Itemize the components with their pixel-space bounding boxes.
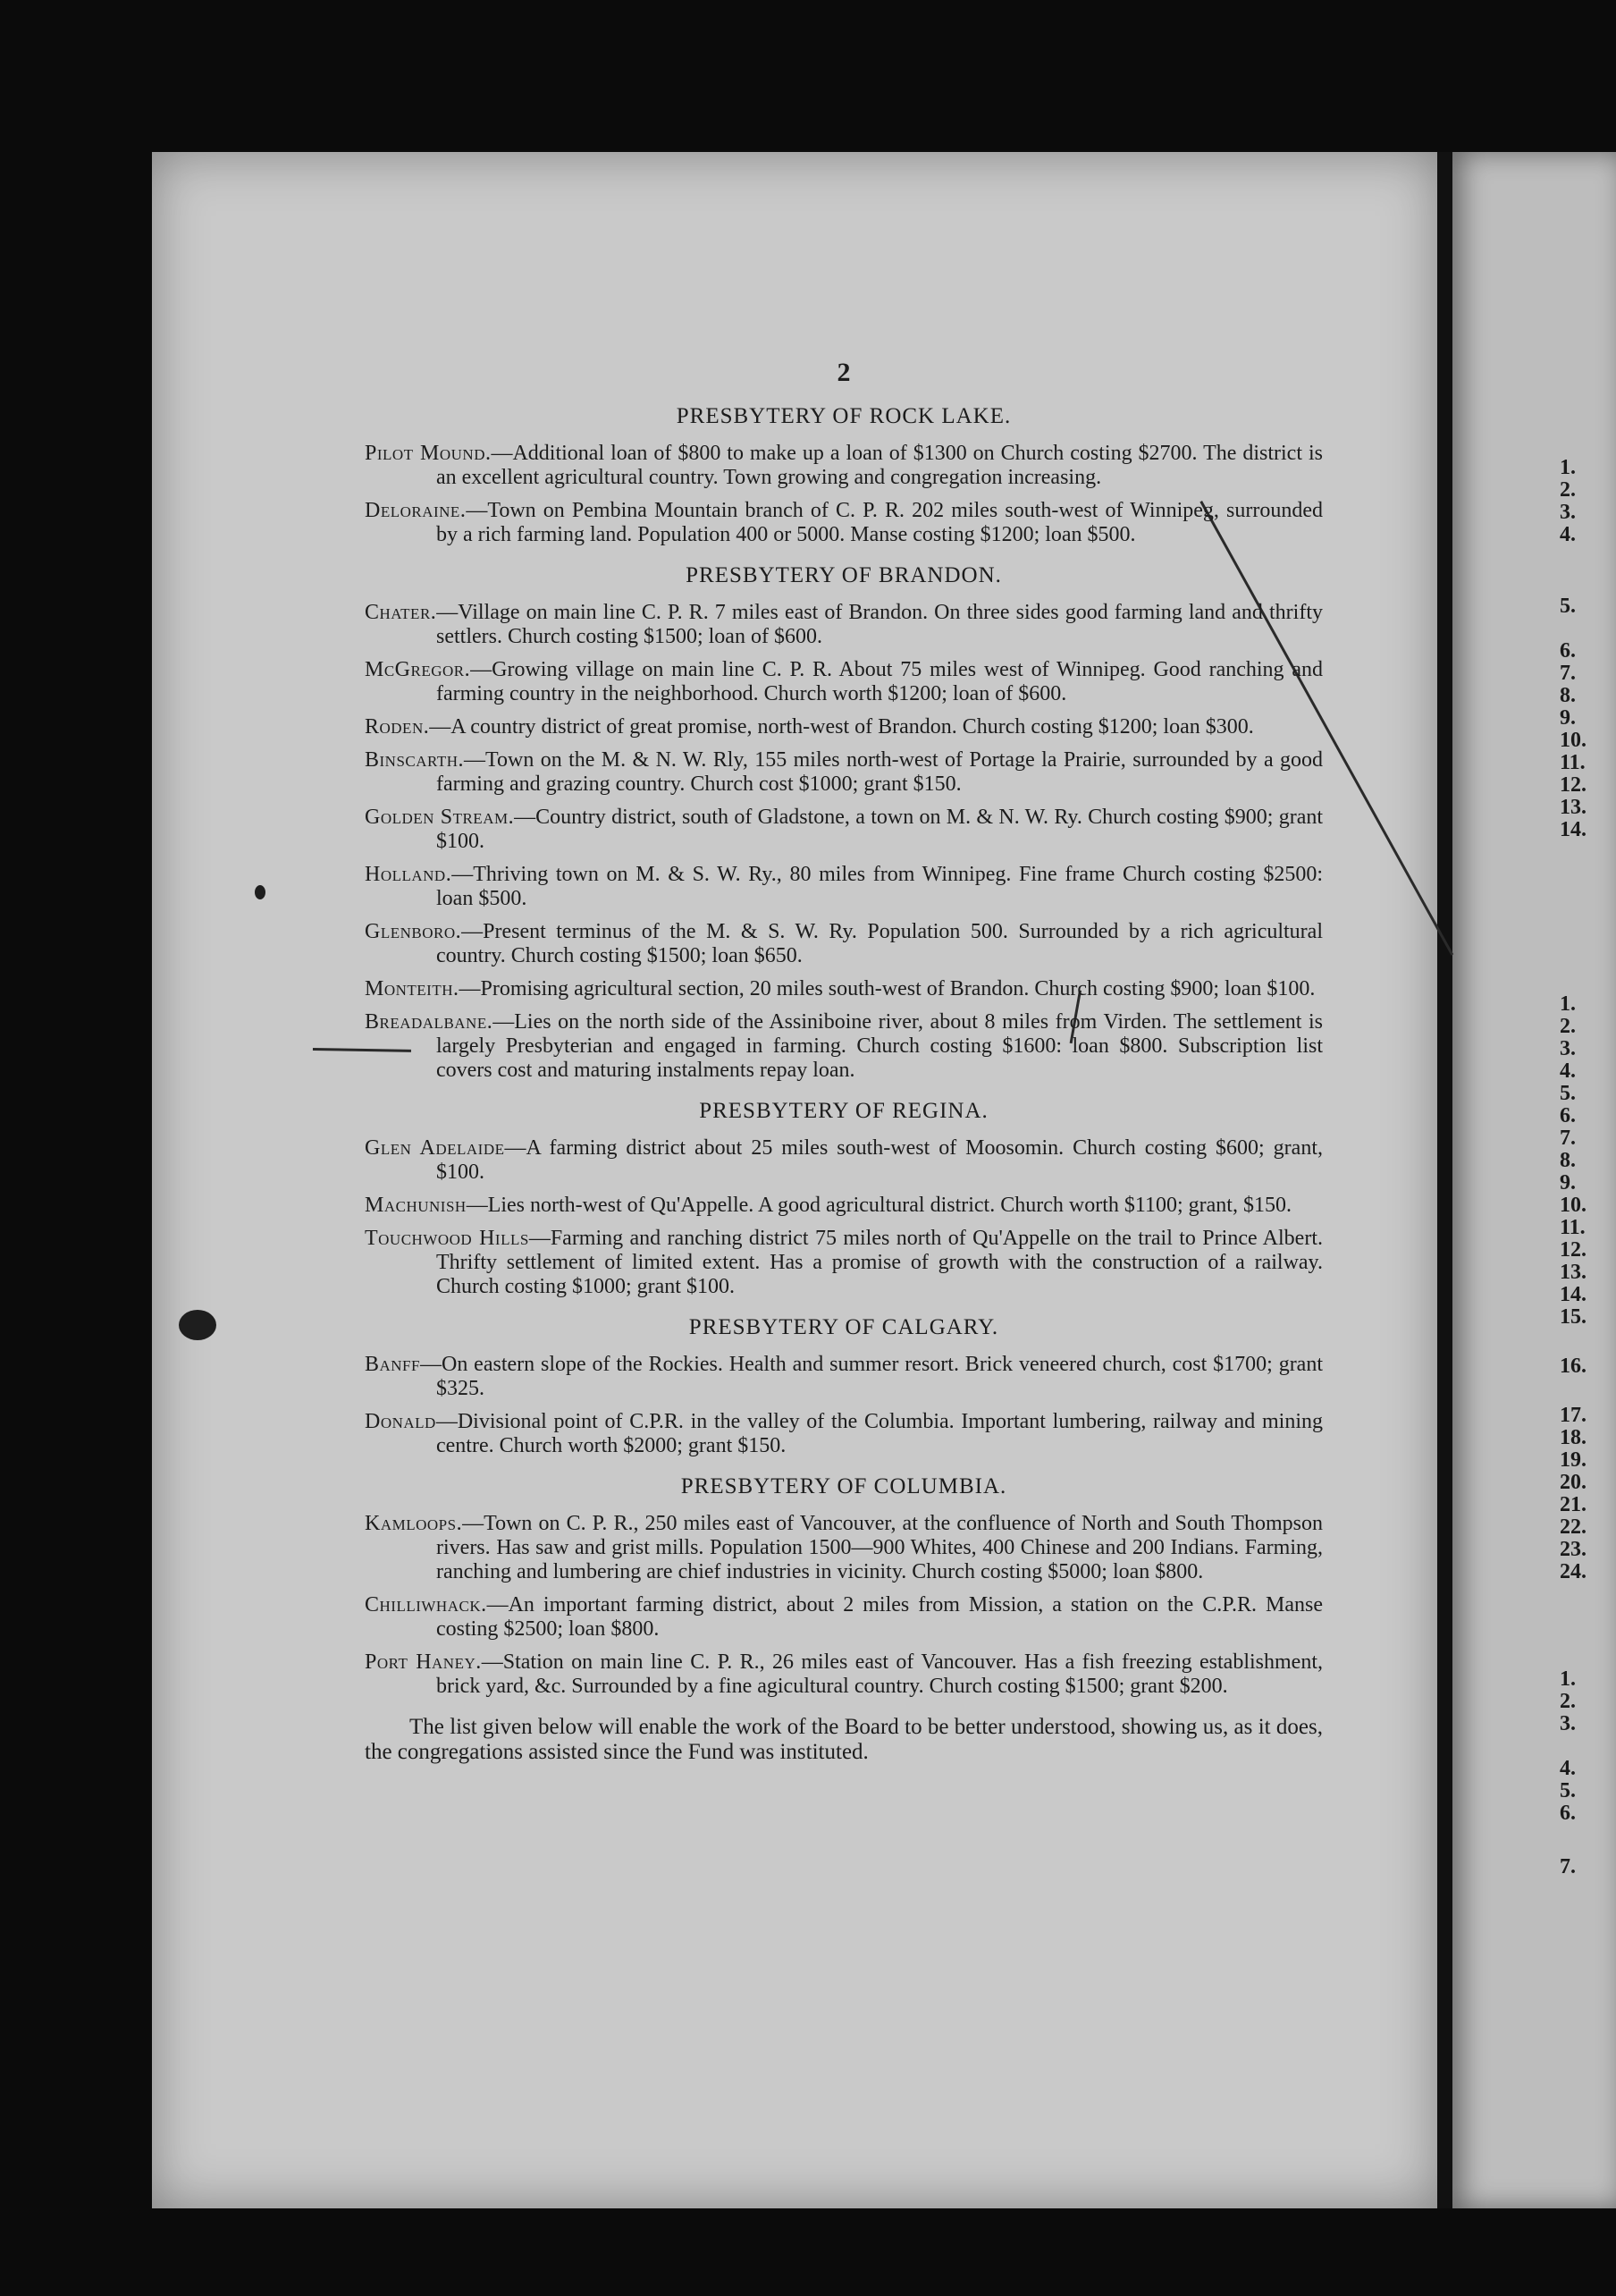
entry-paragraph [365,1650,1323,1699]
list-number: 1. [1560,456,1576,479]
list-number: 16. [1560,1355,1587,1378]
entry-paragraph [365,1512,1323,1584]
list-number: 4. [1560,1757,1576,1780]
list-number: 3. [1560,1712,1576,1735]
list-number: 4. [1560,523,1576,546]
list-number: 7. [1560,662,1576,685]
section-heading: PRESBYTERY OF BRANDON. [686,563,1002,587]
list-number: 9. [1560,1171,1576,1194]
page-number: 2 [837,358,851,387]
entry-paragraph [365,1010,1323,1083]
list-number: 20. [1560,1471,1587,1494]
list-number: 13. [1560,796,1587,819]
entry-paragraph [365,601,1323,649]
list-number: 10. [1560,729,1587,752]
entry-text: —Town on the M. & N. W. Rly, 155 miles north-west of Portage la Prairie, surrounded by a good farming and grazing country. Church cost $1000; grant $150. [436,748,1323,796]
list-number: 17. [1560,1404,1587,1427]
section-rock-lake [365,404,1323,547]
list-number: 11. [1560,751,1586,774]
entry-text: —Station on main line C. P. R., 26 miles east of Vancouver. Has a fish freezing establishment, brick yard, &c. Surrounded by a fine agicultural country. Church costing $1500; grant $200. [436,1650,1323,1698]
list-number: 4. [1560,1059,1576,1083]
closing-paragraph: The list given below will enable the work of the Board to be better understood, showing us, as it does, the congregations assisted since the Fund was instituted. [365,1715,1323,1764]
list-number: 2. [1560,478,1576,502]
ink-blot [179,1310,216,1340]
place-name: Pilot Mound. [365,442,492,465]
list-number: 14. [1560,1283,1587,1306]
list-number: 18. [1560,1426,1587,1449]
entry-text: —Additional loan of $800 to make up a loan of $1300 on Church costing $2700. The district is an excellent agricultural country. Town growing and congregation increasing. [436,442,1323,489]
place-name: Machunish [365,1194,467,1217]
list-number: 5. [1560,595,1576,618]
list-number: 7. [1560,1127,1576,1150]
list-number: 8. [1560,1149,1576,1172]
list-number: 11. [1560,1216,1586,1239]
entry-text: —Country district, south of Gladstone, a town on M. & N. W. Ry. Church costing $900; grant $100. [436,806,1324,853]
list-number: 6. [1560,1104,1576,1127]
entry-paragraph [365,1227,1323,1299]
entry-paragraph [365,1410,1323,1458]
section-heading: PRESBYTERY OF COLUMBIA. [680,1474,1007,1498]
entry-text: —Thriving town on M. & S. W. Ry., 80 miles from Winnipeg. Fine frame Church costing $2500: loan $500. [436,863,1323,910]
place-name: Breadalbane. [365,1010,493,1034]
place-name: Binscarth. [365,748,464,772]
place-name: Donald [365,1410,436,1433]
place-name: Deloraine. [365,499,467,522]
section-columbia [365,1474,1323,1699]
place-name: Glen Adelaide [365,1136,505,1160]
entry-paragraph [365,863,1323,911]
list-number: 1. [1560,992,1576,1016]
list-number: 2. [1560,1690,1576,1713]
list-number: 15. [1560,1305,1587,1329]
list-number: 19. [1560,1448,1587,1472]
entry-text: —Farming and ranching district 75 miles north of Qu'Appelle on the trail to Prince Albert. Thrifty settlement of limited extent. Has a promise of growth with the construction of a railway. Church costing $1000; grant $100. [436,1227,1323,1298]
entry-text: —Lies north-west of Qu'Appelle. A good agricultural district. Church worth $1100; grant, $150. [466,1194,1292,1217]
list-number: 8. [1560,684,1576,707]
entry-text: —A country district of great promise, north-west of Brandon. Church costing $1200; loan $300. [429,715,1254,739]
entry-text: —Divisional point of C.P.R. in the valley of the Columbia. Important lumbering, railway and mining centre. Church worth $2000; grant $150. [435,1410,1323,1457]
entry-paragraph [365,806,1323,854]
place-name: Glenboro. [365,920,462,943]
list-number: 22. [1560,1515,1587,1539]
list-number: 5. [1560,1779,1576,1802]
entry-paragraph [365,715,1323,739]
ink-blot [255,885,265,899]
entry-text: —Town on Pembina Mountain branch of C. P. R. 202 miles south-west of Winnipeg, surrounded by a rich farming land. Population 400 or 5000. Manse costing $1200; loan $500. [436,499,1323,546]
entry-text: —Present terminus of the M. & S. W. Ry. Population 500. Surrounded by a rich agricultural country. Church costing $1500; loan $650. [436,920,1323,967]
place-name: McGregor. [365,658,471,681]
section-regina [365,1099,1323,1299]
section-heading: PRESBYTERY OF CALGARY. [688,1315,999,1339]
entry-paragraph [365,1136,1323,1185]
place-name: Touchwood Hills [365,1227,529,1250]
place-name: Monteith. [365,977,459,1000]
entry-paragraph [365,977,1323,1001]
page-gutter [1437,152,1453,2208]
right-page [1452,152,1616,2208]
entry-text: —Growing village on main line C. P. R. About 75 miles west of Winnipeg. Good ranching and farming country in the neighborhood. Church worth $1200; loan of $600. [436,658,1323,705]
entry-paragraph [365,920,1323,968]
list-number: 12. [1560,773,1587,797]
list-number: 12. [1560,1238,1587,1262]
list-number: 14. [1560,818,1587,841]
section-heading: PRESBYTERY OF REGINA. [699,1099,989,1123]
list-number: 5. [1560,1082,1576,1105]
place-name: Golden Stream. [365,806,515,829]
list-number: 1. [1560,1667,1576,1691]
document-text [365,358,1323,1787]
list-number: 24. [1560,1560,1587,1583]
place-name: Banff [365,1353,420,1376]
list-number: 6. [1560,1802,1576,1825]
place-name: Port Haney. [365,1650,482,1674]
list-number: 3. [1560,501,1576,524]
entry-text: —Village on main line C. P. R. 7 miles east of Brandon. On three sides good farming land and thrifty settlers. Church costing $1500; loan of $600. [436,601,1323,648]
entry-paragraph [365,1593,1323,1642]
entry-text: —An important farming district, about 2 miles from Mission, a station on the C.P.R. Manse costing $2500; loan $800. [436,1593,1323,1641]
entry-paragraph [365,1353,1323,1401]
list-number: 7. [1560,1855,1576,1878]
list-number: 3. [1560,1037,1576,1060]
list-number: 2. [1560,1015,1576,1038]
entry-text: —Promising agricultural section, 20 miles south-west of Brandon. Church costing $900; loan $100. [459,977,1316,1000]
place-name: Chater. [365,601,437,624]
section-heading: PRESBYTERY OF ROCK LAKE. [676,404,1012,428]
entry-text: —A farming district about 25 miles south-west of Moosomin. Church costing $600; grant, $100. [436,1136,1323,1184]
list-number: 10. [1560,1194,1587,1217]
entry-paragraph [365,748,1323,797]
list-number: 6. [1560,639,1576,663]
entry-paragraph [365,1194,1323,1218]
entry-text: —Town on C. P. R., 250 miles east of Vancouver, at the confluence of North and South Thompson rivers. Has saw and grist mills. Population 1500—900 Whites, 400 Chinese and 200 Indians. Farming, ranching and lumbering are chief industries in vicinity. Church costing $5000; loan $800. [436,1512,1323,1583]
section-calgary [365,1315,1323,1458]
list-number: 9. [1560,706,1576,730]
entry-text: —Lies on the north side of the Assiniboine river, about 8 miles from Virden. The settlement is largely Presbyterian and engaged in farming. Church costing $1600: loan $800. Subscription list covers cost and maturing instalments repay loan. [436,1010,1323,1082]
entry-paragraph [365,499,1323,547]
entry-paragraph [365,442,1323,490]
entry-paragraph [365,658,1323,706]
place-name: Kamloops. [365,1512,463,1535]
list-number: 23. [1560,1538,1587,1561]
section-brandon [365,563,1323,1083]
list-number: 21. [1560,1493,1587,1516]
place-name: Roden. [365,715,430,739]
place-name: Holland. [365,863,452,886]
entry-text: —On eastern slope of the Rockies. Health and summer resort. Brick veneered church, cost $1700; grant $325. [419,1353,1323,1400]
list-number: 13. [1560,1261,1587,1284]
place-name: Chilliwhack. [365,1593,487,1616]
